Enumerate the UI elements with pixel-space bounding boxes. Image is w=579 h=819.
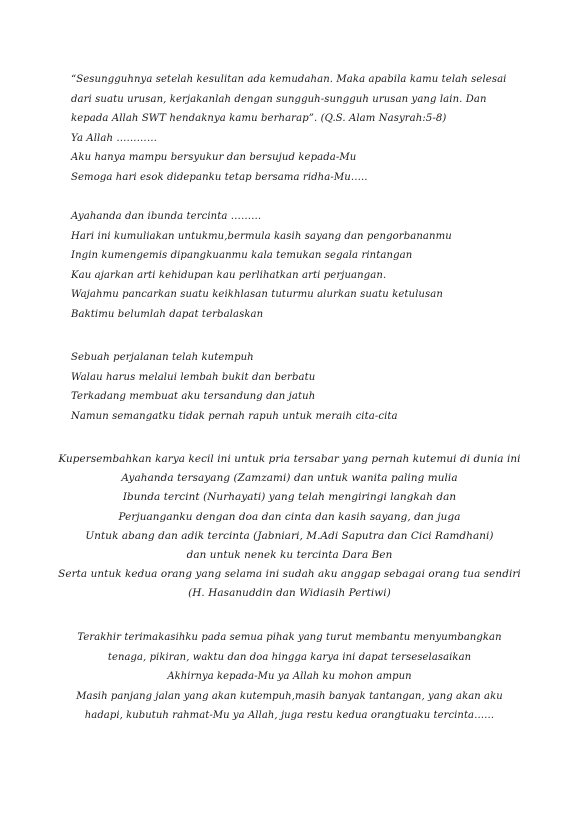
- text-line: “Sesungguhnya setelah kesulitan ada kemudahan. Maka apabila kamu telah selesai: [71, 74, 507, 85]
- text-line: Perjuanganku dengan doa dan cinta dan kasih sayang, dan juga: [118, 510, 461, 523]
- text-line: dan untuk nenek ku tercinta Dara Ben: [186, 549, 393, 562]
- text-line: dari suatu urusan, kerjakanlah dengan sungguh-sungguh urusan yang lain. Dan: [71, 93, 487, 105]
- text-line: Ya Allah …………: [71, 132, 157, 144]
- paragraph-opening-verse: [0, 70, 579, 188]
- paragraph-journey: [0, 348, 579, 426]
- text-line: Ayahanda dan ibunda tercinta ………: [71, 211, 262, 222]
- text-line: Untuk abang dan adik tercinta (Jabniari, M.Adi Saputra dan Cici Ramdhani): [85, 529, 494, 542]
- text-line: Ayahanda tersayang (Zamzami) dan untuk wanita paling mulia: [121, 472, 458, 485]
- paragraph-closing: [0, 628, 579, 726]
- text-line: Wajahmu pancarkan suatu keikhlasan tuturmu alurkan suatu ketulusan: [71, 289, 443, 301]
- text-line: Semoga hari esok didepanku tetap bersama ridha-Mu…..: [71, 171, 368, 183]
- text-line: Aku hanya mampu bersyukur dan bersujud kepada-Mu: [71, 152, 357, 164]
- paragraph-parents: [0, 207, 579, 325]
- text-line: Ingin kumengemis dipangkuanmu kala temukan segala rintangan: [71, 250, 413, 262]
- text-line: Kau ajarkan arti kehidupan kau perlihatkan arti perjuangan.: [71, 269, 387, 281]
- text-line: Akhirnya kepada-Mu ya Allah ku mohon ampun: [167, 671, 412, 683]
- text-line: Namun semangatku tidak pernah rapuh untuk meraih cita-cita: [71, 410, 398, 422]
- text-line: hadapi, kubutuh rahmat-Mu ya Allah, juga restu kedua orangtuaku tercinta……: [84, 710, 495, 722]
- text-line: tenaga, pikiran, waktu dan doa hingga karya ini dapat terseselasaikan: [107, 651, 472, 663]
- text-line: Ibunda tercint (Nurhayati) yang telah mengiringi langkah dan: [122, 491, 457, 504]
- text-line: Terakhir terimakasihku pada semua pihak yang turut membantu menyumbangkan: [77, 632, 502, 643]
- text-line: Terkadang membuat aku tersandung dan jatuh: [71, 391, 316, 403]
- text-line: kepada Allah SWT hendaknya kamu berharap”. (Q.S. Alam Nasyrah:5-8): [71, 113, 447, 125]
- text-line: (H. Hasanuddin dan Widiasih Pertiwi): [188, 587, 391, 600]
- text-line: Masih panjang jalan yang akan kutempuh,masih banyak tantangan, yang akan aku: [76, 690, 503, 702]
- text-line: Baktimu belumlah dapat terbalaskan: [71, 308, 264, 320]
- text-line: Hari ini kumuliakan untukmu,bermula kasih sayang dan pengorbananmu: [71, 230, 452, 242]
- text-line: Serta untuk kedua orang yang selama ini sudah aku anggap sebagai orang tua sendiri: [58, 568, 521, 581]
- paragraph-dedication: [0, 450, 579, 604]
- text-line: Walau harus melalui lembah bukit dan berbatu: [71, 371, 316, 383]
- text-line: Kupersembahkan karya kecil ini untuk pria tersabar yang pernah kutemui di dunia ini: [58, 453, 521, 465]
- text-line: Sebuah perjalanan telah kutempuh: [71, 352, 254, 363]
